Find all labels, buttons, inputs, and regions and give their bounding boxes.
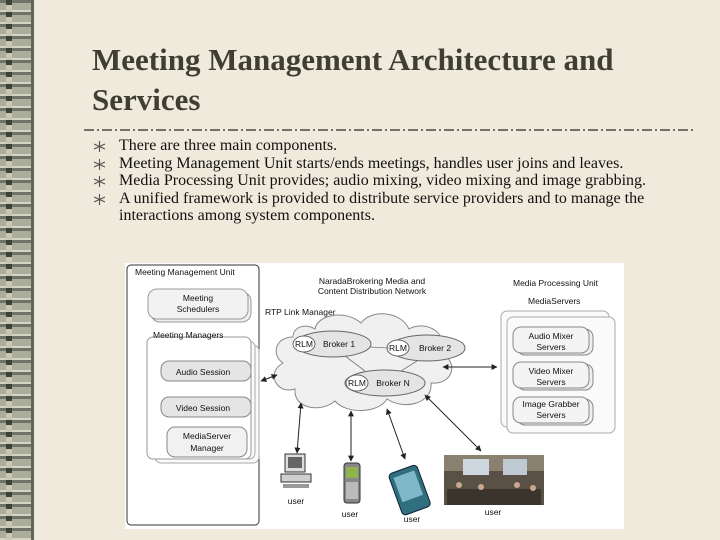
video-mixer-line-2: Servers xyxy=(536,377,566,387)
video-mixer-line-1: Video Mixer xyxy=(528,366,574,376)
mobile-phone-icon xyxy=(344,463,360,503)
meeting-managers-label: Meeting Managers xyxy=(153,330,224,340)
asterisk-bullet-icon xyxy=(94,194,105,205)
title-divider xyxy=(84,128,696,132)
slide-title: Meeting Management Architecture and Services xyxy=(92,42,614,117)
mediaservers-label: MediaServers xyxy=(528,296,581,306)
conference-room-photo xyxy=(444,455,544,505)
broker-1-label: Broker 1 xyxy=(322,339,356,349)
mediaserver-manager-line-2: Manager xyxy=(190,443,224,453)
user-label: user xyxy=(484,507,502,517)
meeting-schedulers-box xyxy=(148,289,251,322)
broker-2-label: Broker 2 xyxy=(418,343,452,353)
broker-n-node xyxy=(345,370,425,396)
audio-mixer-servers xyxy=(513,327,593,355)
asterisk-bullet-icon xyxy=(94,141,105,152)
rlm-label: RLM xyxy=(295,339,313,349)
rtp-link-manager-label: RTP Link Manager xyxy=(265,307,336,317)
workstation-icon xyxy=(281,454,311,488)
bullet-text: A unified framework is provided to distribute service providers and to manage the interactions among system components. xyxy=(119,189,645,224)
media-processing-unit xyxy=(501,278,615,433)
network-title-line-1: NaradaBrokering Media and xyxy=(318,276,426,286)
bullet-text: There are three main components. xyxy=(119,137,338,154)
bullet-item xyxy=(92,155,692,173)
audio-session-label: Audio Session xyxy=(175,367,231,377)
asterisk-bullet-icon xyxy=(94,176,105,187)
bullet-item xyxy=(92,137,692,155)
schedulers-line-1: Meeting xyxy=(182,293,214,303)
meeting-management-unit xyxy=(127,265,259,525)
audio-mixer-line-1: Audio Mixer xyxy=(528,331,574,341)
audio-mixer-line-2: Servers xyxy=(536,342,566,352)
user-label: user xyxy=(341,509,359,519)
bullet-text: Meeting Management Unit starts/ends meetings, handles user joins and leaves. xyxy=(119,154,624,172)
broker-n-label: Broker N xyxy=(376,378,410,388)
schedulers-line-2: Schedulers xyxy=(176,304,220,314)
architecture-diagram xyxy=(125,263,624,529)
video-mixer-servers xyxy=(513,362,593,390)
cloud-shape xyxy=(274,314,452,411)
image-grabber-line-1: Image Grabber xyxy=(522,399,580,409)
image-grabber-line-2: Servers xyxy=(536,410,566,420)
narada-brokering-network xyxy=(265,276,465,411)
notebook-binding xyxy=(0,0,34,540)
mediaserver-manager-line-1: MediaServer xyxy=(182,431,232,441)
broker-1-node xyxy=(293,331,371,357)
rlm-label: RLM xyxy=(389,343,407,353)
pda-icon xyxy=(388,464,431,516)
user-label: user xyxy=(287,496,305,506)
network-title-line-2: Content Distribution Network xyxy=(317,286,427,296)
bullet-text: Media Processing Unit provides; audio mixing, video mixing and image grabbing. xyxy=(119,172,647,189)
user-label: user xyxy=(403,514,421,524)
mmu-title: Meeting Management Unit xyxy=(135,267,235,277)
video-session-label: Video Session xyxy=(175,403,231,413)
bullet-item xyxy=(92,172,692,190)
rlm-label: RLM xyxy=(348,378,366,388)
bullet-list xyxy=(92,137,692,225)
mpu-title: Media Processing Unit xyxy=(513,278,599,288)
meeting-managers-group xyxy=(147,330,259,463)
asterisk-bullet-icon xyxy=(94,159,105,170)
image-grabber-servers xyxy=(513,397,593,425)
bullet-item xyxy=(92,190,692,225)
broker-2-node xyxy=(387,335,465,361)
